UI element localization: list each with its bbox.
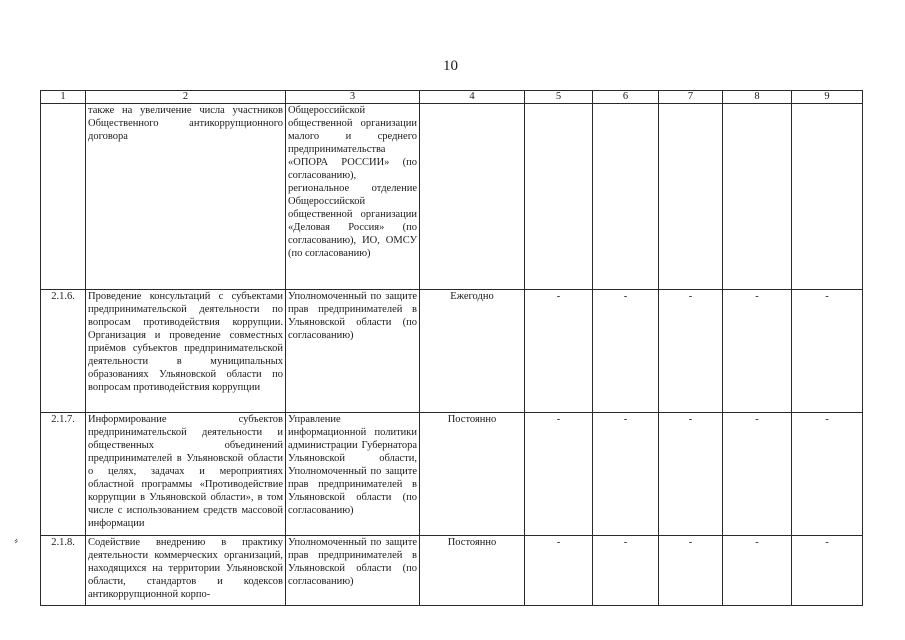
handwritten-margin-mark-icon: ⸗ xyxy=(11,532,21,548)
cell-col7 xyxy=(659,104,723,290)
cell-col9: - xyxy=(792,536,863,606)
row-number: 2.1.7. xyxy=(41,413,86,536)
term: Ежегодно xyxy=(420,290,525,413)
activity-name: также на увеличение числа участников Общественного антикоррупционного договора xyxy=(86,104,286,290)
header-row xyxy=(41,91,863,104)
row-number: 2.1.6. xyxy=(41,290,86,413)
table-row xyxy=(41,290,863,413)
activity-name: Проведение консультаций с субъектами предпринимательской деятельности по вопросам противодействия коррупции. Организация и проведение совместных приёмов субъектов предпринимательской деятельности в муниципальных образованиях Ульяновской области по вопросам противодействия коррупции xyxy=(86,290,286,413)
column-header-6: 6 xyxy=(593,91,659,104)
executor: Управление информационной политики администрации Губернатора Ульяновской области, Уполномоченный по защите прав предпринимателей в Ульяновской области (по согласованию) xyxy=(286,413,420,536)
executor: Уполномоченный по защите прав предпринимателей в Ульяновской области (по согласованию) xyxy=(286,290,420,413)
column-header-8: 8 xyxy=(723,91,792,104)
table-row xyxy=(41,413,863,536)
row-number xyxy=(41,104,86,290)
cell-col8: - xyxy=(723,536,792,606)
column-header-9: 9 xyxy=(792,91,863,104)
cell-col5: - xyxy=(525,290,593,413)
row-number: 2.1.8. xyxy=(41,536,86,606)
cell-col9: - xyxy=(792,290,863,413)
term xyxy=(420,104,525,290)
cell-col7: - xyxy=(659,290,723,413)
column-header-1: 1 xyxy=(41,91,86,104)
term: Постоянно xyxy=(420,536,525,606)
cell-col6 xyxy=(593,104,659,290)
cell-col7: - xyxy=(659,536,723,606)
column-header-2: 2 xyxy=(86,91,286,104)
cell-col6: - xyxy=(593,413,659,536)
cell-col7: - xyxy=(659,413,723,536)
cell-col8 xyxy=(723,104,792,290)
executor: Уполномоченный по защите прав предпринимателей в Ульяновской области (по согласованию) xyxy=(286,536,420,606)
page-number: 10 xyxy=(443,58,458,74)
column-header-7: 7 xyxy=(659,91,723,104)
activity-name: Содействие внедрению в практику деятельности коммерческих организаций, находящихся на территории Ульяновской области, стандартов и кодексов антикоррупционной корпо- xyxy=(86,536,286,606)
term: Постоянно xyxy=(420,413,525,536)
executor: Общероссийской общественной организации малого и среднего предпринимательства «ОПОРА РОССИИ» (по согласованию), региональное отделение Общероссийской общественной организации «Деловая Россия» (по согласованию), ИО, ОМСУ (по согласованию) xyxy=(286,104,420,290)
column-header-5: 5 xyxy=(525,91,593,104)
cell-col5 xyxy=(525,104,593,290)
cell-col9 xyxy=(792,104,863,290)
cell-col8: - xyxy=(723,413,792,536)
cell-col8: - xyxy=(723,290,792,413)
column-header-3: 3 xyxy=(286,91,420,104)
cell-col6: - xyxy=(593,290,659,413)
cell-col9: - xyxy=(792,413,863,536)
cell-col5: - xyxy=(525,536,593,606)
program-table xyxy=(40,90,863,606)
table-row xyxy=(41,536,863,606)
activity-name: Информирование субъектов предпринимательской деятельности и общественных объединений предпринимателей в Ульяновской области о целях, задачах и мероприятиях областной программы «Противодействие коррупции в Ульяновской области», в том числе с использованием средств массовой информации xyxy=(86,413,286,536)
cell-col6: - xyxy=(593,536,659,606)
cell-col5: - xyxy=(525,413,593,536)
column-header-4: 4 xyxy=(420,91,525,104)
table-row xyxy=(41,104,863,290)
